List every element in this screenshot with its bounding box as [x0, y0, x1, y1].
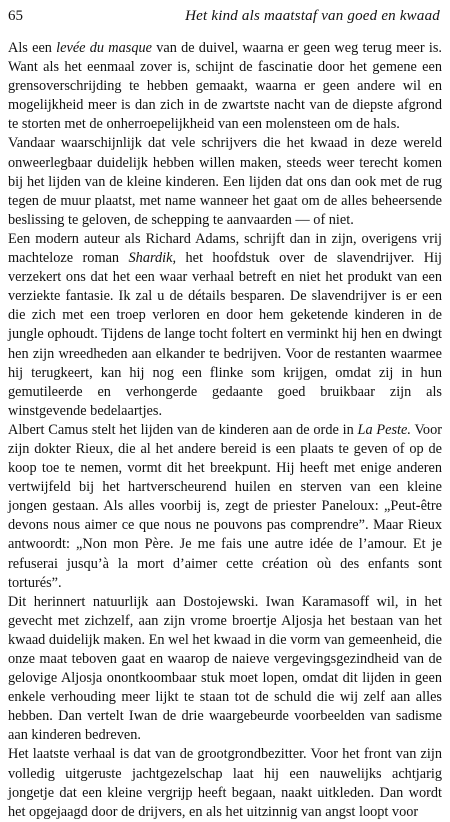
paragraph — [8, 421, 442, 593]
italic-text-run: Shardik, — [128, 250, 177, 267]
paragraph — [8, 745, 442, 821]
text-run: Een modern auteur als Richard Adams, schrijft dan in zijn, overigens vrij machteloze roman — [8, 230, 442, 267]
text-run: Als een — [8, 40, 57, 56]
paragraph — [8, 39, 442, 134]
paragraph — [8, 593, 442, 746]
text-run: Dit herinnert natuurlijk aan Dostojewski. Iwan Karamasoff wil, in het gevecht met zichzelf, aan zijn vrome broertje Aljosja het bestaan van het kwaad duidelijk maken. En wel het kwaad in die vorm van gemeenheid, die onze maat teboven gaat en waarop de naieve vergevingsgezindheid van de gelovige Aljosja onontkoombaar stuk moet lopen, omdat dit lijden in geen enkele verhouding meer lijkt te staan tot de schuld die wij zelf aan alles hebben. Dan vertelt Iwan de drie waargebeurde voorbeelden van sadisme aan kinderen bedreven. — [8, 593, 442, 744]
running-title: Het kind als maatstaf van goed en kwaad — [185, 8, 440, 24]
paragraph — [8, 230, 442, 421]
text-run: van de duivel, waarna er geen weg terug meer is. Want als het eenmaal zover is, schijnt de fascinatie door het gemene een grensoverschrijding te hebben gemaakt, waarna er geen andere wil en mogelijkheid meer is dan zich in de zwartste nacht van de diepste afgrond te storten met de onherroepelijkheid van een molensteen om de hals. — [8, 40, 442, 133]
text-run: Vandaar waarschijnlijk dat vele schrijvers die het kwaad in deze wereld onweerlegbaar duidelijk hebben willen maken, steeds weer terecht komen bij het lijden van de kleine kinderen. Een lijden dat ons dan ook met de rug tegen de muur plaatst, met name wanneer het gaat om de alles beheersende beslissing te geloven, de schepping te aanvaarden — of niet. — [8, 135, 442, 228]
text-run: Albert Camus stelt het lijden van de kinderen aan de orde in — [8, 421, 358, 438]
body-text — [8, 39, 442, 822]
paragraph — [8, 134, 442, 229]
text-run: Het laatste verhaal is dat van de grootgrondbezitter. Voor het front van zijn volledig uitgeruste jachtgezelschap laat hij een nauwelijks achtjarig jongetje dat een kleine vergrijp heeft begaan, naakt uitkleden. Dan wordt het opgejaagd door de drijvers, en als het uitzinnig van angst loopt voor — [8, 746, 442, 820]
text-run: Voor zijn dokter Rieux, die al het andere bereid is een plaats te geven of op de koop toe te nemen, vormt dit het breekpunt. Hij heeft met enige anderen vertwijfeld bij het hartverscheurend huilen en sterven van een kleine jongen gestaan. Als alles voorbij is, zegt de priester Paneloux: „Peut-être devons nous aimer ce que nous ne pouvons pas comprendre”. Maar Rieux antwoordt: „Non mon Père. Je me fais une autre idée de l’amour. Et je refuserai jusqu’à la mort d’aimer cette création où des enfants sont torturés”. — [8, 421, 442, 591]
italic-text-run: La Peste. — [357, 421, 411, 438]
page-header — [8, 6, 440, 26]
page-number: 65 — [8, 8, 23, 24]
italic-text-run: levée du masque — [56, 40, 152, 56]
text-run: het hoofdstuk over de slavendrijver. Hij verzekert ons dat het een waar verhaal betreft en niet het produkt van een verziekte fantasie. Ik zal u de détails besparen. De slavendrijver is er een die zich met een troep verloren en door hem geketende kinderen in de jungle ophoudt. Tijdens de lange tocht foltert en verminkt hij hen en dwingt hen zijn wreedheden aan elkander te bedrijven. Voor de restanten waarmee hij terugkeert, kan hij nog een flinke som krijgen, omdat zij in hun gemutileerde en verhongerde gedaante goed bruikbaar zijn als winstgevende bedelaartjes. — [8, 250, 443, 419]
